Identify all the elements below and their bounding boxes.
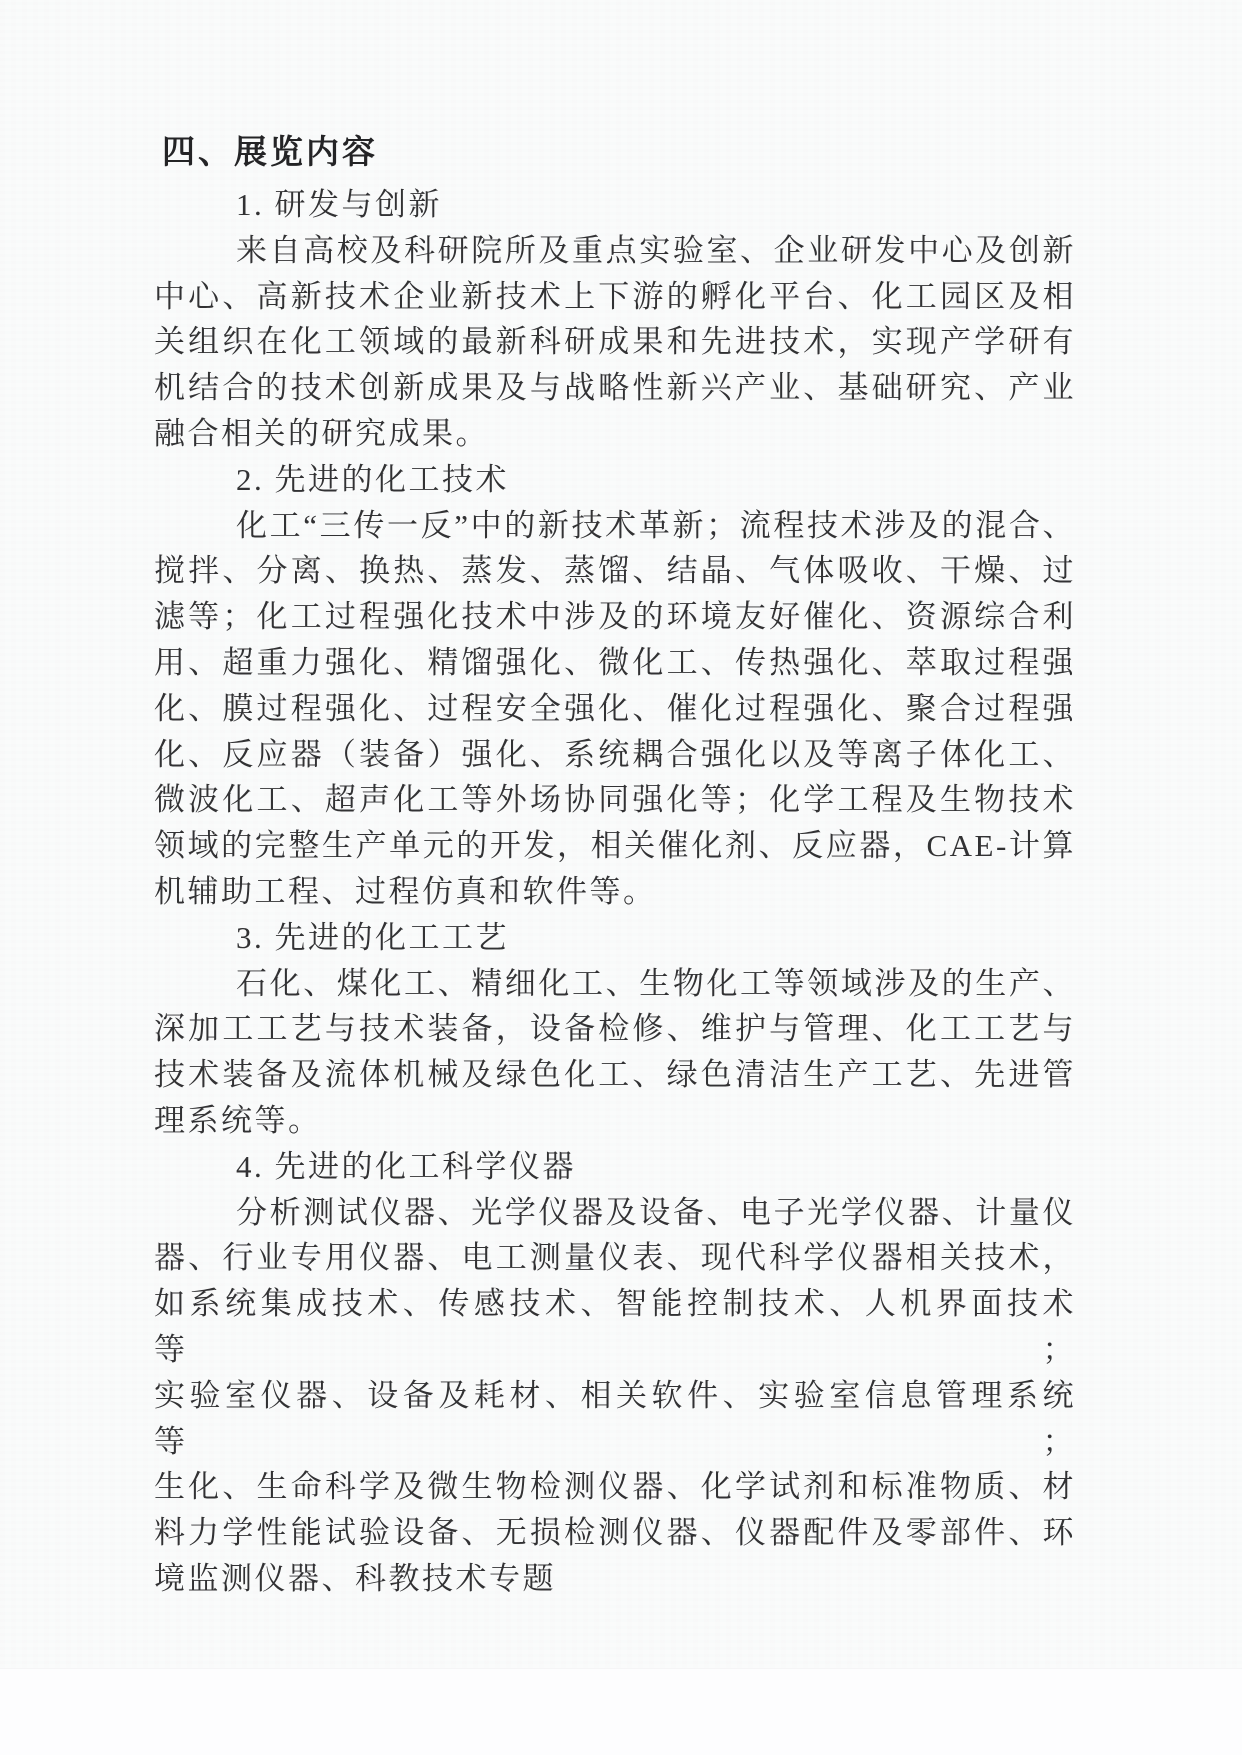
section-advanced-scientific-instruments: [154, 1144, 1076, 1602]
section-advanced-chemical-processes: [154, 915, 1076, 1144]
text-line: 深加工工艺与技术装备，设备检修、维护与管理、化工工艺与: [154, 1011, 1076, 1047]
section-3-title: 3. 先进的化工工艺: [236, 919, 509, 955]
text-line: 生化、生命科学及微生物检测仪器、化学试剂和标准物质、材: [154, 1469, 1076, 1505]
scan-bottom-band: [0, 1668, 1242, 1755]
text-line: 分析测试仪器、光学仪器及设备、电子光学仪器、计量仪: [236, 1194, 1076, 1230]
text-line: 技术装备及流体机械及绿色化工、绿色清洁生产工艺、先进管: [154, 1057, 1076, 1093]
text-line: 搅拌、分离、换热、蒸发、蒸馏、结晶、气体吸收、干燥、过: [154, 553, 1076, 589]
text-line: 中心、高新技术企业新技术上下游的孵化平台、化工园区及相: [154, 278, 1076, 314]
page-title: 四、展览内容: [162, 135, 378, 171]
text-line: 器、行业专用仪器、电工测量仪表、现代科学仪器相关技术，: [154, 1240, 1076, 1276]
text-line: 机辅助工程、过程仿真和软件等。: [154, 873, 657, 909]
text-line: 化、反应器（装备）强化、系统耦合强化以及等离子体化工、: [154, 736, 1076, 772]
text-line: 关组织在化工领域的最新科研成果和先进技术，实现产学研有: [154, 324, 1076, 360]
text-line: 实验室仪器、设备及耗材、相关软件、实验室信息管理系统等；: [154, 1377, 1076, 1459]
text-line: 领域的完整生产单元的开发，相关催化剂、反应器，CAE-计算: [154, 828, 1076, 864]
text-line: 融合相关的研究成果。: [154, 415, 489, 451]
section-2-title: 2. 先进的化工技术: [236, 461, 509, 497]
text-line: 石化、煤化工、精细化工、生物化工等领域涉及的生产、: [236, 965, 1076, 1001]
text-line: 来自高校及科研院所及重点实验室、企业研发中心及创新: [236, 232, 1076, 268]
text-line: 化工“三传一反”中的新技术革新；流程技术涉及的混合、: [236, 507, 1076, 543]
section-1-title: 1. 研发与创新: [236, 187, 442, 222]
text-line: 境监测仪器、科教技术专题: [154, 1560, 556, 1596]
document-text: [154, 182, 1076, 1602]
text-line: 料力学性能试验设备、无损检测仪器、仪器配件及零部件、环: [154, 1515, 1076, 1551]
text-line: 如系统集成技术、传感技术、智能控制技术、人机界面技术等；: [154, 1286, 1076, 1367]
section-rd-innovation: [154, 182, 1076, 457]
text-line: 机结合的技术创新成果及与战略性新兴产业、基础研究、产业: [154, 370, 1076, 406]
text-line: 微波化工、超声化工等外场协同强化等；化学工程及生物技术: [154, 782, 1076, 818]
section-4-title: 4. 先进的化工科学仪器: [236, 1148, 576, 1184]
text-line: 化、膜过程强化、过程安全强化、催化过程强化、聚合过程强: [154, 690, 1076, 726]
section-advanced-chemical-technology: [154, 457, 1076, 915]
text-line: 用、超重力强化、精馏强化、微化工、传热强化、萃取过程强: [154, 644, 1076, 680]
text-line: 理系统等。: [154, 1102, 322, 1138]
text-line: 滤等；化工过程强化技术中涉及的环境友好催化、资源综合利: [154, 599, 1076, 635]
